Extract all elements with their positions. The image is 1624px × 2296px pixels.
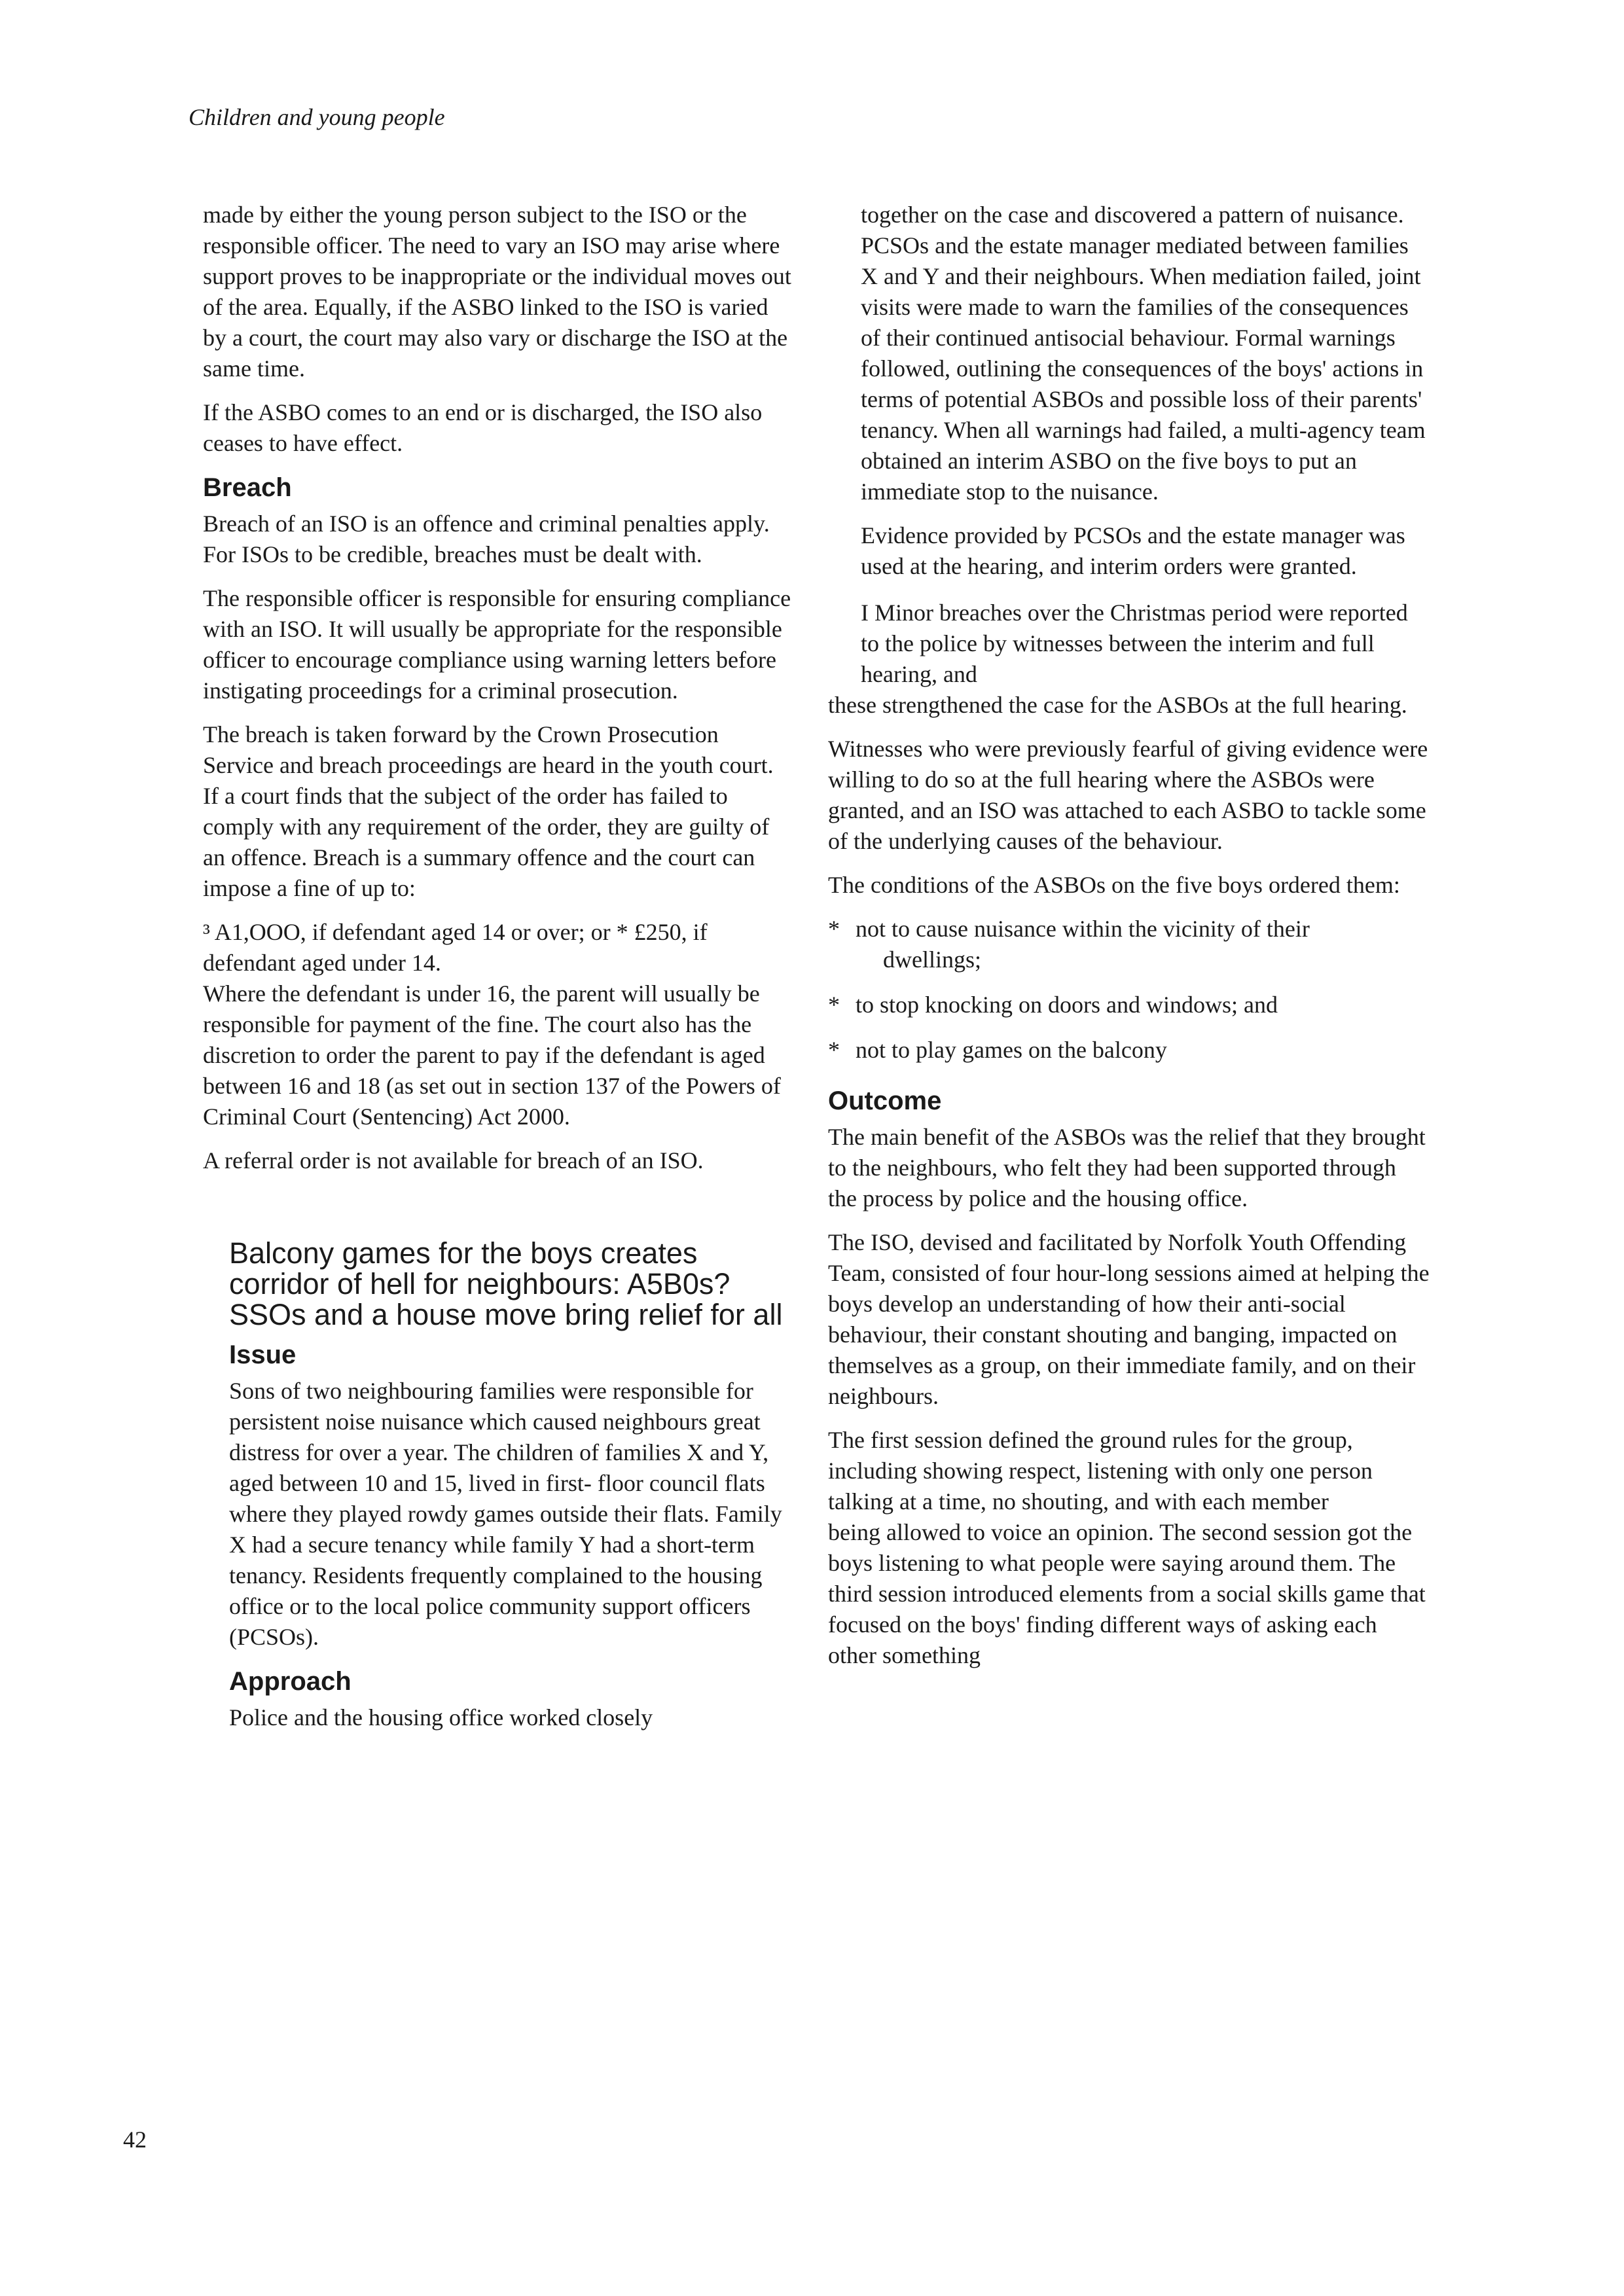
section-heading-breach: Breach: [203, 473, 292, 502]
case-study-title: Balcony games for the boys creates corridor of hell for neighbours: A5B0s? SSOs and a house move bring relief for all: [229, 1236, 783, 1331]
section-heading-outcome: Outcome: [828, 1086, 942, 1115]
paragraph: Sons of two neighbouring families were responsible for persistent noise nuisance which caused neighbours great distress for over a year. The children of families X and Y, aged between 10 and 15, lived in first- floor council flats where they played rowdy games outside their flats. Family X had a secure tenancy while family Y had a short-term tenancy. Residents frequently complained to the housing office or to the local police community support officers (PCSOs).: [229, 1378, 782, 1650]
paragraph: Witnesses who were previously fearful of giving evidence were willing to do so at the full hearing where the ASBOs were granted, and an ISO was attached to each ASBO to tackle some of the underlying causes of the behaviour.: [828, 736, 1428, 854]
paragraph: Evidence provided by PCSOs and the estate manager was used at the hearing, and interim orders were granted.: [861, 522, 1405, 579]
paragraph: A referral order is not available for breach of an ISO.: [203, 1147, 704, 1174]
left-column: [203, 200, 792, 1746]
running-header: Children and young people: [189, 104, 445, 130]
paragraph: The first session defined the ground rules for the group, including showing respect, listening with only one person talking at a time, no shouting, and with each member: [828, 1427, 1373, 1515]
case-study-box: [203, 1238, 792, 1733]
paragraph: The conditions of the ASBOs on the five boys ordered them:: [828, 872, 1400, 898]
section-heading-issue: Issue: [229, 1340, 297, 1369]
list-item: * not to cause nuisance within the vicinity of their dwellings;: [828, 914, 1430, 975]
paragraph: Police and the housing office worked closely: [229, 1704, 653, 1731]
paragraph: together on the case and discovered a pattern of nuisance. PCSOs and the estate manager mediated between families X and Y and their neighbours. When mediation failed, joint visits were made to warn the families of the consequences of their continued antisocial behaviour. Formal warnings followed, outlining the consequences of the boys' actions in terms of potential ASBOs and possible loss of their parents' tenancy. When all warnings had failed, a multi-agency team obtained an interim ASBO on the five boys to put an immediate stop to the nuisance.: [861, 202, 1426, 505]
list-item: * to stop knocking on doors and windows; and: [828, 990, 1430, 1020]
bullet-marker: *: [828, 1037, 840, 1063]
paragraph: The responsible officer is responsible for ensuring compliance with an ISO. It will usually be appropriate for the responsible officer to encourage compliance using warning letters before instigating proceedings for a criminal prosecution.: [203, 585, 791, 704]
list-item: * not to play games on the balcony: [828, 1035, 1430, 1066]
paragraph: The breach is taken forward by the Crown Prosecution Service and breach proceedings are heard in the youth court. If a court finds that the subject of the order has failed to comply with any requirement of the order, they are guilty of an offence. Breach is a summary offence and the court can impose a fine of up to:: [203, 721, 774, 901]
conditions-list: [828, 914, 1430, 1066]
paragraph: The ISO, devised and facilitated by Norfolk Youth Offending Team, consisted of four hour-long sessions aimed at helping the boys develop an understanding of how their anti-social behaviour, their constant shouting and banging, impacted on themselves as a group, on their immediate family, and on their neighbours.: [828, 1229, 1430, 1409]
page-number: 42: [123, 2126, 147, 2153]
paragraph: I Minor breaches over the Christmas period were reported to the police by witnesses between the interim and full hearing, and: [861, 600, 1408, 687]
fine-amounts: ³ A1,OOO, if defendant aged 14 or over; or * £250, if defendant aged under 14.: [203, 919, 708, 976]
paragraph: If the ASBO comes to an end or is discharged, the ISO also ceases to have effect.: [203, 399, 763, 456]
paragraph: The main benefit of the ASBOs was the relief that they brought to the neighbours, who felt they had been supported through the process by police and the housing office.: [828, 1124, 1426, 1211]
indented-block: [828, 200, 1430, 690]
paragraph: made by either the young person subject to the ISO or the responsible officer. The need to vary an ISO may arise where support proves to be inappropriate or the individual moves out of the area. Equally, if the ASBO linked to the ISO is varied by a court, the court may also vary or discharge the ISO at the same time.: [203, 202, 791, 382]
section-heading-approach: Approach: [229, 1667, 352, 1696]
paragraph: Where the defendant is under 16, the parent will usually be responsible for payment of the fine. The court also has the discretion to order the parent to pay if the defendant is aged between 16 and 18 (as set out in section 137 of the Powers of Criminal Court (Sentencing) Act 2000.: [203, 980, 781, 1130]
bullet-marker: *: [828, 992, 840, 1018]
paragraph: being allowed to voice an opinion. The second session got the boys listening to what people were saying around them. The third session introduced elements from a social skills game that focused on the boys' finding different ways of asking each other something: [828, 1519, 1426, 1668]
bullet-marker: *: [828, 916, 840, 942]
right-column: [828, 200, 1430, 1684]
paragraph: Breach of an ISO is an offence and criminal penalties apply. For ISOs to be credible, breaches must be dealt with.: [203, 511, 770, 567]
paragraph: these strengthened the case for the ASBOs at the full hearing.: [828, 692, 1407, 718]
